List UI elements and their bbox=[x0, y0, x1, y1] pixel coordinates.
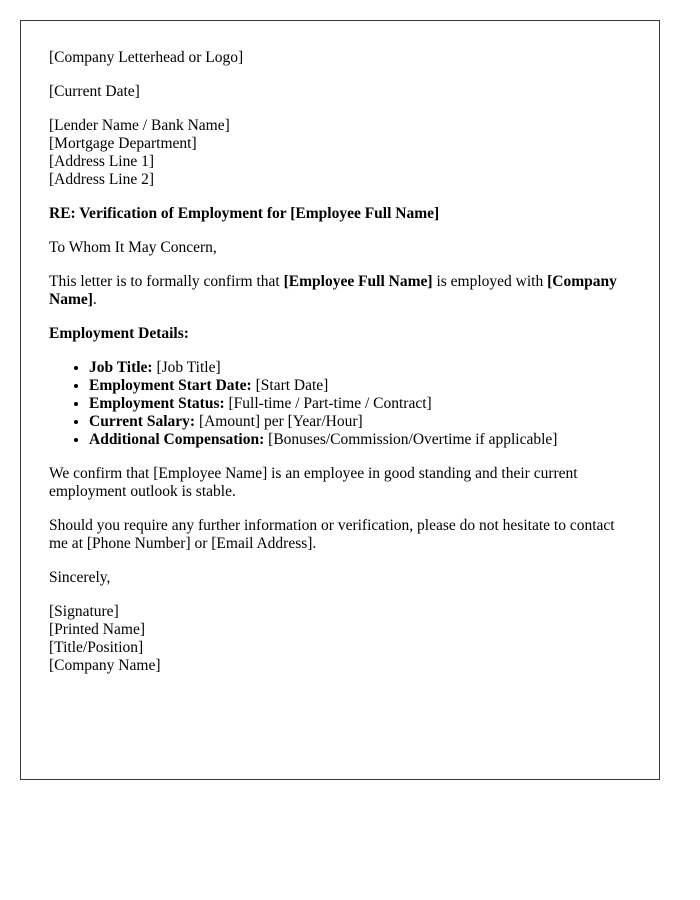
employment-details-list bbox=[49, 359, 631, 449]
subject-line bbox=[49, 205, 631, 223]
detail-additional-compensation bbox=[89, 431, 631, 449]
detail-label: Current Salary: bbox=[89, 413, 196, 430]
signer-title: [Title/Position] bbox=[49, 639, 144, 656]
detail-label: Employment Status: bbox=[89, 395, 225, 412]
signer-company: [Company Name] bbox=[49, 657, 161, 674]
letterhead: [Company Letterhead or Logo] bbox=[49, 49, 244, 66]
closing: Sincerely, bbox=[49, 569, 111, 586]
salutation: To Whom It May Concern, bbox=[49, 239, 217, 256]
detail-employment-status bbox=[89, 395, 631, 413]
detail-label: Employment Start Date: bbox=[89, 377, 252, 394]
detail-value: [Amount] per [Year/Hour] bbox=[195, 413, 363, 430]
contact-paragraph: Should you require any further information or verification, please do not hesitate to contact me at [Phone Number] or [Email Address]. bbox=[49, 517, 615, 552]
signature-placeholder: [Signature] bbox=[49, 603, 119, 620]
letter-date: [Current Date] bbox=[49, 83, 140, 100]
intro-paragraph bbox=[49, 273, 631, 309]
detail-value: [Bonuses/Commission/Overtime if applicable] bbox=[264, 431, 558, 448]
recipient-department: [Mortgage Department] bbox=[49, 135, 197, 152]
intro-middle: is employed with bbox=[432, 273, 548, 290]
detail-value: [Job Title] bbox=[152, 359, 221, 376]
intro-company-name: [Company Name] bbox=[49, 273, 617, 308]
details-heading-text: Employment Details: bbox=[49, 325, 189, 342]
detail-label: Additional Compensation: bbox=[89, 431, 265, 448]
subject-text: RE: Verification of Employment for [Employee Full Name] bbox=[49, 205, 440, 222]
details-heading bbox=[49, 325, 631, 343]
detail-job-title bbox=[89, 359, 631, 377]
standing-paragraph: We confirm that [Employee Name] is an employee in good standing and their current employment outlook is stable. bbox=[49, 465, 578, 500]
detail-label: Job Title: bbox=[89, 359, 153, 376]
intro-suffix: . bbox=[92, 291, 97, 308]
printed-name: [Printed Name] bbox=[49, 621, 145, 638]
intro-prefix: This letter is to formally confirm that bbox=[49, 273, 284, 290]
intro-employee-name: [Employee Full Name] bbox=[283, 273, 433, 290]
detail-value: [Full-time / Part-time / Contract] bbox=[224, 395, 432, 412]
recipient-address-line-1: [Address Line 1] bbox=[49, 153, 155, 170]
recipient-address bbox=[49, 117, 631, 189]
letter-document bbox=[20, 20, 660, 780]
recipient-name: [Lender Name / Bank Name] bbox=[49, 117, 230, 134]
detail-value: [Start Date] bbox=[251, 377, 329, 394]
detail-current-salary bbox=[89, 413, 631, 431]
signature-block bbox=[49, 603, 631, 675]
recipient-address-line-2: [Address Line 2] bbox=[49, 171, 155, 188]
detail-start-date bbox=[89, 377, 631, 395]
